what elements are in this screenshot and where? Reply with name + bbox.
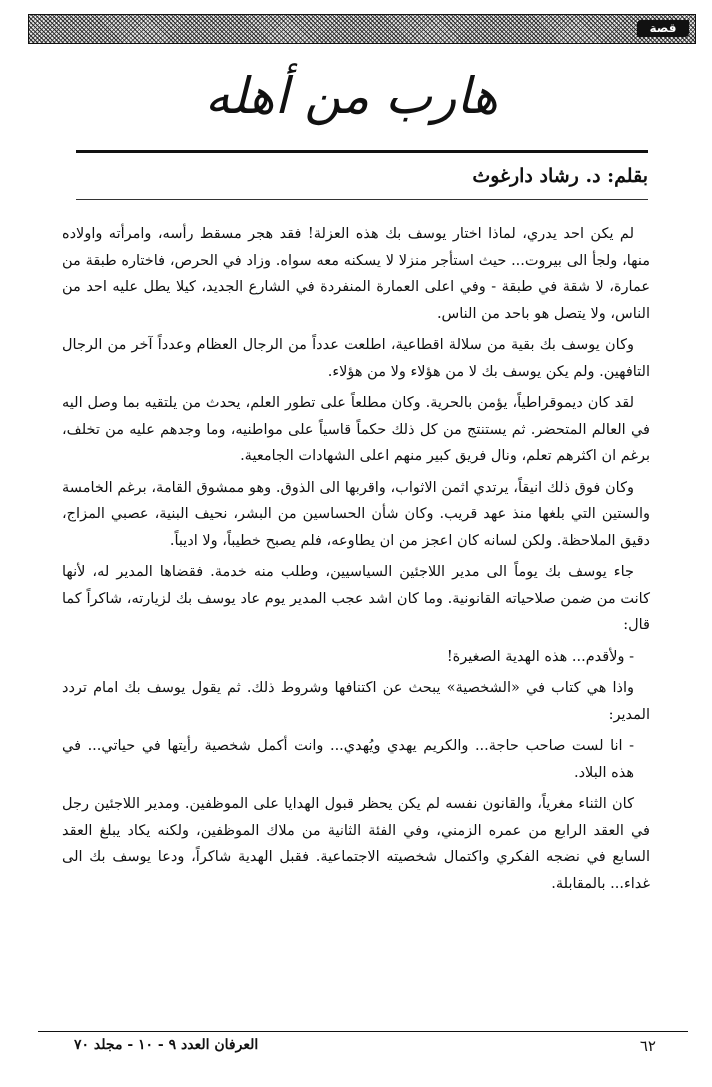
article-body	[62, 221, 650, 902]
paragraph: وكان يوسف بك بقية من سلالة اقطاعية، اطلعت عدداً من الرجال العظام وعدداً آخر من الرجال التافهين. ولم يكن يوسف بك لا من هؤلاء ولا من هؤلاء.	[62, 337, 650, 380]
dialogue-line: - انا لست صاحب حاجة... والكريم يهدي ويُهدي... وانت أكمل شخصية رأيتها في حياتي... في هذه البلاد.	[62, 738, 634, 781]
author-block	[76, 150, 648, 208]
footer-divider	[38, 1031, 688, 1032]
dialogue-line: - ولأقدم... هذه الهدية الصغيرة!	[446, 648, 634, 665]
page-number: ٦٢	[639, 1037, 656, 1055]
journal-citation: العرفان العدد ٩ - ١٠ - مجلد ٧٠	[74, 1037, 259, 1053]
paragraph: وكان فوق ذلك انيقاً، يرتدي اثمن الاثواب، واقربها الى الذوق. وهو ممشوق القامة، برغم الخامسة والستين التي بلغها منذ عهد قريب. وكان شأن الحساسين من البشر، نحيف البنية، عصبي المزاج، دقيق الملاحظة. ولكن لسانه كان اعجز من ان يطاوعه، فلم يصبح خطيباً، ولا اديباً.	[62, 479, 650, 549]
author-byline: بقلم: د. رشاد دارغوث	[472, 165, 648, 187]
author-divider	[76, 199, 648, 200]
paragraph: جاء يوسف بك يوماً الى مدير اللاجئين السياسيين، وطلب منه خدمة. فقضاها المدير له، لأنها كانت من ضمن صلاحياته القانونية. وما كان اشد عجب المدير يوم عاد يوسف بك لزيارته، شاكراً كما قال:	[62, 564, 650, 633]
paragraph: لقد كان ديموقراطياً، يؤمن بالحرية. وكان مطلعاً على تطور العلم، يحدث من يلتقيه بما وصل اليه في العالم المتحضر. ثم يستنتج من كل ذلك حكماً قاسياً على مواطنيه، وما وجدهم عليه من تخلف، برغم ان اكثرهم تعلم، ونال فريق كبير منهم اعلى الشهادات الجامعية.	[62, 395, 650, 464]
paragraph: كان الثناء مغرياً، والقانون نفسه لم يكن يحظر قبول الهدايا على الموظفين. ومدير اللاجئين رجل في العقد الرابع من عمره الزمني، وفي الفئة الثانية من ملاك الموظفين، ولكنه يكاد يبلغ العقد السابع في نضجه الفكري واكتمال شخصيته الاجتماعية. فقبل الهدية شاكراً، ودعا يوسف بك الى غداء... بالمقابلة.	[62, 796, 650, 892]
article-title: هارب من أهله	[204, 67, 498, 125]
paragraph: لم يكن احد يدري، لماذا اختار يوسف بك هذه العزلة! فقد هجر مسقط رأسه، وامرأته واولاده منها، ولجأ الى بيروت... حيث استأجر منزلا لا يسكنه معه سواه. وزاد في الحرص، فاختاره طبقة من عمارة، لا شقة في طبقة - وفي اعلى العمارة المنفردة في الشارع الجديد، كيلا يطل عليه احد من الناس، ولا يتصل هو باحد من الناس.	[62, 226, 650, 322]
header-band	[28, 14, 696, 44]
paragraph: واذا هي كتاب في «الشخصية» يبحث عن اكتنافها وشروط ذلك. ثم يقول يوسف بك امام تردد المدير:	[62, 680, 650, 723]
section-tag: قصة	[637, 20, 689, 37]
